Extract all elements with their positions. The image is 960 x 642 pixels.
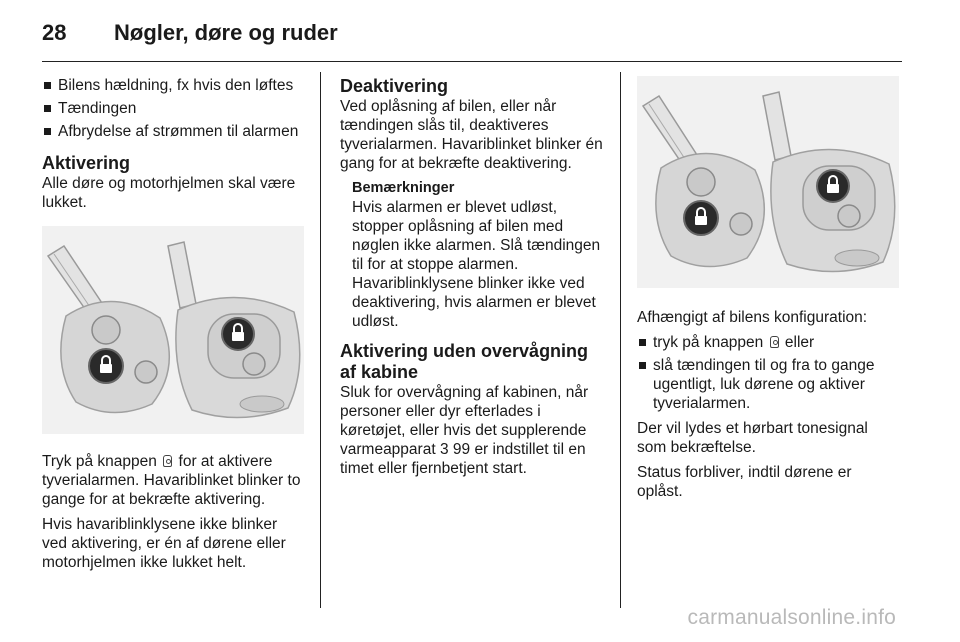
tone-confirmation: Der vil lydes et hørbart tonesignal som bekræftelse.	[637, 420, 868, 456]
list-item: tryk på knappen eller	[637, 333, 899, 352]
key-fob-illustration	[42, 226, 304, 434]
column-3	[637, 76, 899, 507]
page-number: 28	[42, 20, 67, 45]
deaktivering-text: Ved oplåsning af bilen, eller når tændingen slås til, deaktiveres tyverialarmen. Havariblinket blinker én gang for at bekræfte deaktivering.	[340, 98, 603, 172]
aktivering-text: Alle døre og motorhjelmen skal være lukket.	[42, 175, 296, 211]
uden-overvaagning-heading: Aktivering uden overvågning af kabine	[340, 341, 589, 382]
activation-instruction: Tryk på knappen for at aktivere tyverialarmen. Havariblinket blinker to gange for at bekræfte aktivering.	[42, 453, 301, 508]
note-heading: Bemærkninger	[352, 180, 455, 196]
column-2	[340, 76, 605, 484]
lock-button-icon	[163, 455, 172, 467]
column-divider-1	[320, 72, 321, 608]
reference-arrow-icon: 3	[439, 441, 449, 458]
deaktivering-heading: Deaktivering	[340, 76, 449, 96]
status-text: Status forbliver, indtil dørene er oplåst.	[637, 464, 852, 500]
page-title: Nøgler, døre og ruder	[114, 20, 338, 45]
note-text: Hvis alarmen er blevet udløst, stopper oplåsning af bilen med nøglen ikke alarmen. Slå tændingen til for at stoppe alarmen. Havariblinklysene blinker ikke ved deaktivering, hvis alarmen er blevet udløst.	[352, 199, 601, 330]
column-divider-2	[620, 72, 621, 608]
activation-warning: Hvis havariblinklysene ikke blinker ved aktivering, er én af dørene eller motorhjelmen ikke lukket helt.	[42, 516, 286, 571]
list-item: Bilens hældning, fx hvis den løftes	[42, 76, 304, 95]
column-1	[42, 76, 304, 578]
uden-overvaagning-text: Sluk for overvågning af kabinen, når personer eller dyr efterlades i køretøjet, eller hvis det supplerende varmeapparat 3 99 er indstillet til en timet eller fjernbetjent start.	[340, 384, 589, 477]
list-item: slå tændingen til og fra to gange ugentligt, luk dørene og aktiver tyverialarmen.	[637, 356, 899, 413]
lock-button-icon	[770, 336, 779, 348]
list-item: Afbrydelse af strømmen til alarmen	[42, 122, 304, 141]
aktivering-heading: Aktivering	[42, 153, 131, 173]
configuration-intro: Afhængigt af bilens konfiguration:	[637, 309, 868, 326]
note-box	[340, 179, 605, 331]
header-rule	[42, 61, 902, 62]
watermark: carmanualsonline.info	[687, 606, 896, 629]
list-item: Tændingen	[42, 99, 304, 118]
page-header	[42, 18, 902, 58]
key-fob-illustration	[637, 76, 899, 288]
